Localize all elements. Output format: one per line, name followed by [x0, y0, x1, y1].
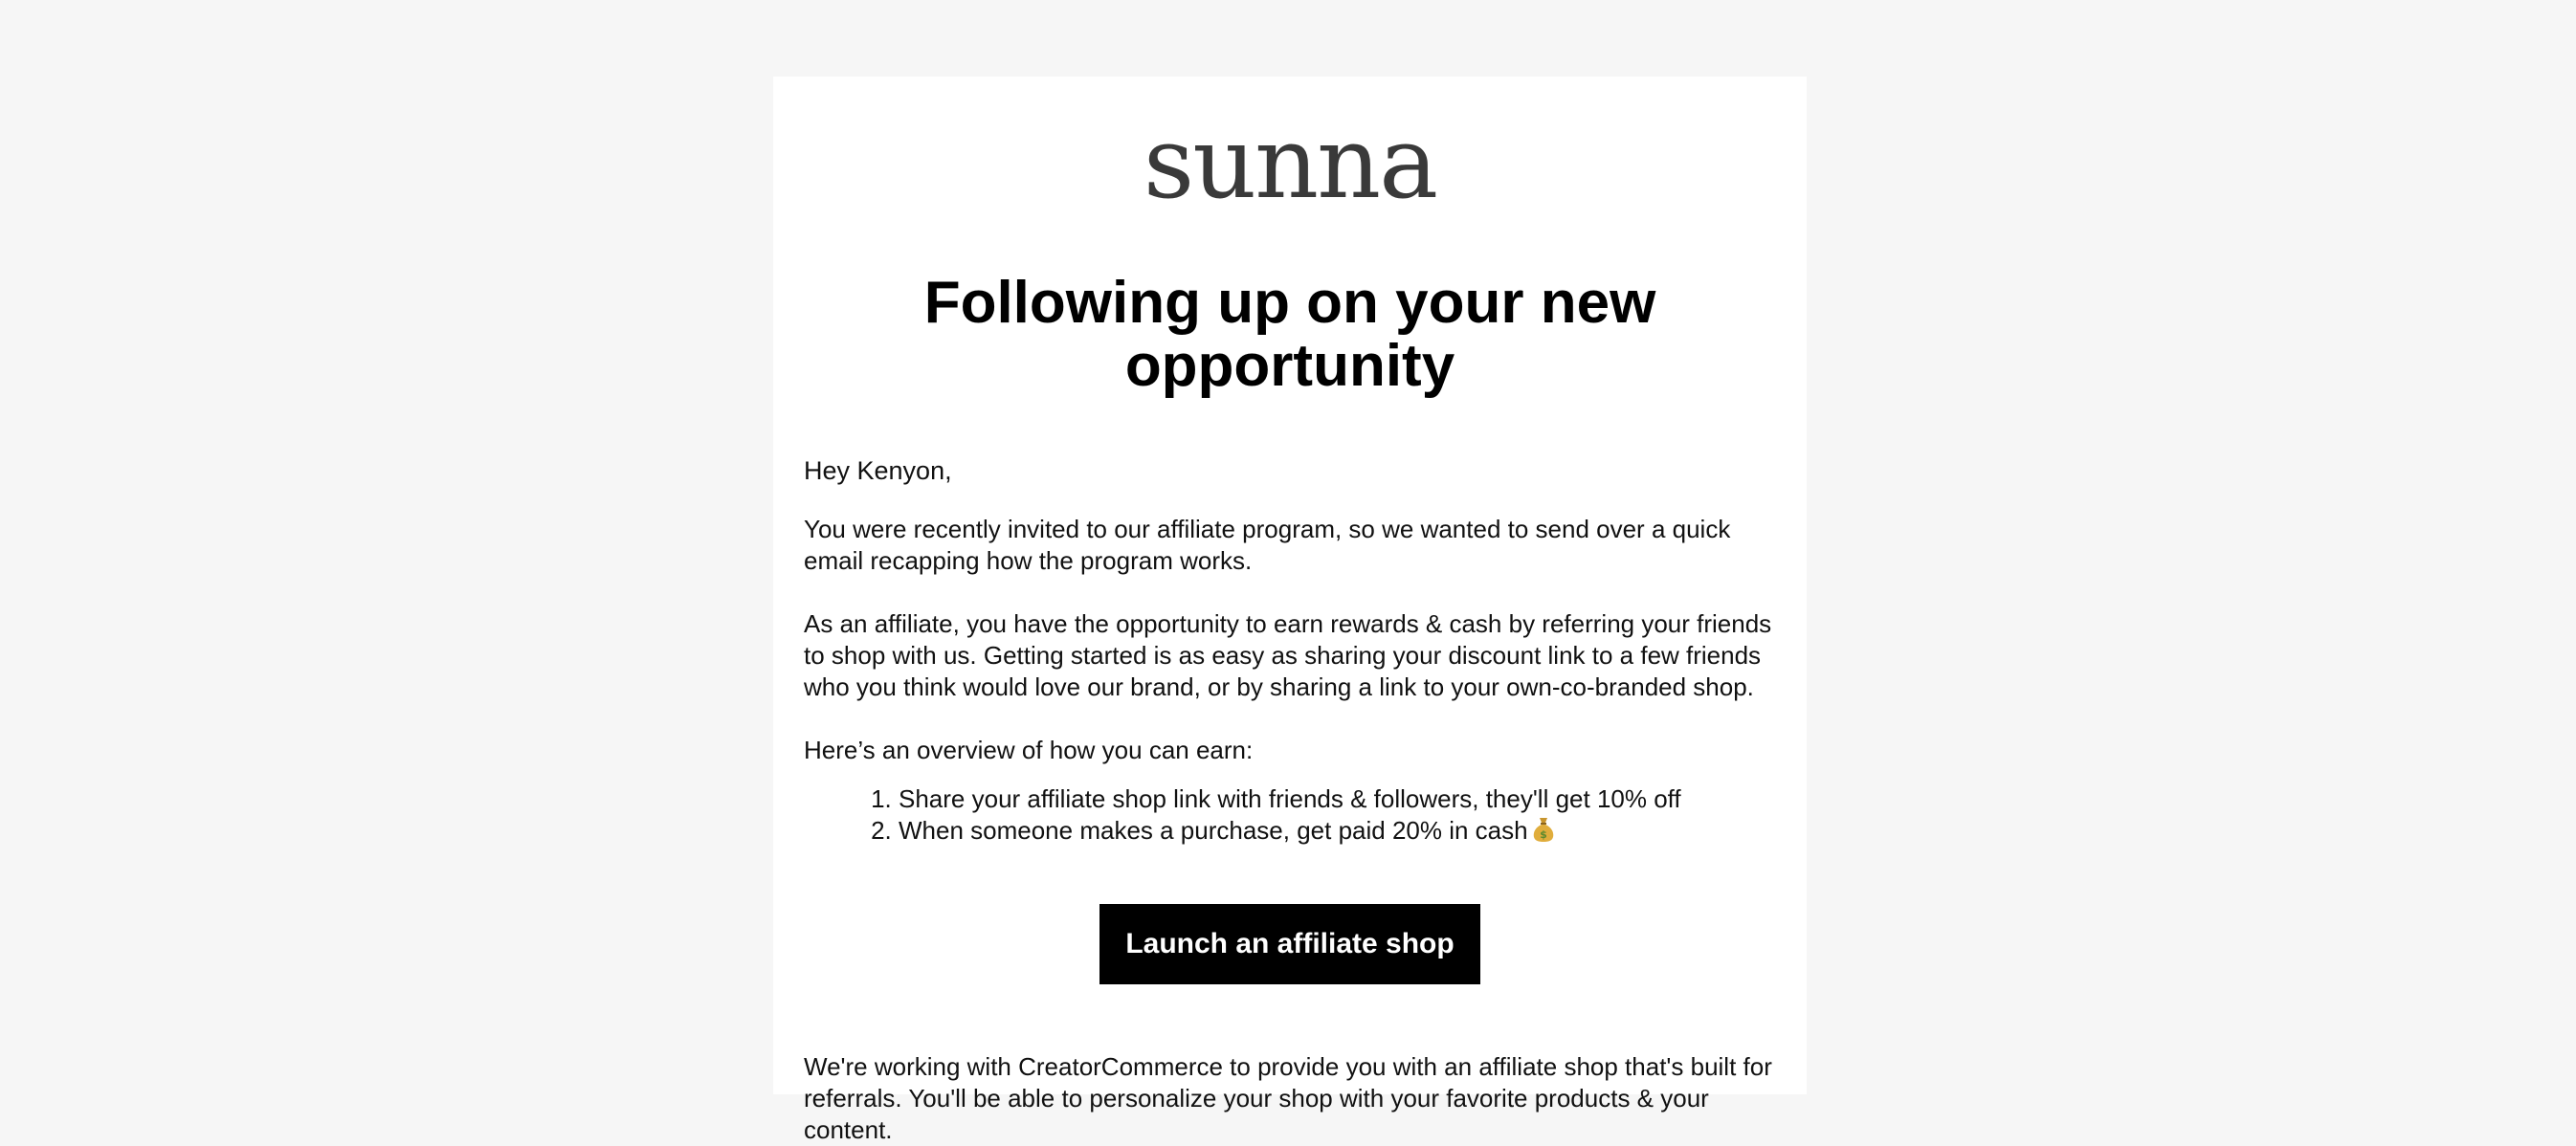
email-headline: Following up on your new opportunity — [923, 270, 1656, 399]
earn-step-text: When someone makes a purchase, get paid 20% in cash — [899, 816, 1528, 845]
email-card — [773, 77, 1807, 1144]
cta-container — [804, 904, 1776, 984]
money-bag-icon — [1532, 816, 1555, 843]
earn-step-text: Share your affiliate shop link with friends & followers, they'll get 10% off — [899, 784, 1681, 813]
greeting: Hey Kenyon, — [804, 456, 952, 485]
creatorcommerce-paragraph: We're working with CreatorCommerce to provide you with an affiliate shop that's built for referrals. You'll be able to personalize your shop with your favorite products & your content. — [804, 1052, 1772, 1144]
overview-paragraph: Here’s an overview of how you can earn: — [804, 736, 1254, 764]
earn-steps-list — [804, 783, 1776, 847]
list-item — [899, 815, 1776, 847]
intro-paragraph: You were recently invited to our affiliate program, so we wanted to send over a quick email recapping how the program works. — [804, 515, 1731, 575]
email-body — [773, 455, 1807, 1146]
launch-affiliate-shop-button[interactable]: Launch an affiliate shop — [1099, 904, 1479, 984]
list-item — [899, 783, 1776, 815]
svg-text:$: $ — [1539, 828, 1547, 841]
affiliate-paragraph: As an affiliate, you have the opportunity to earn rewards & cash by referring your friends to shop with us. Getting started is as easy as sharing your discount link to a few friends who you think would love our brand, or by sharing a link to your own-co-branded shop. — [804, 609, 1772, 701]
brand-logo: sunna — [1143, 104, 1437, 221]
